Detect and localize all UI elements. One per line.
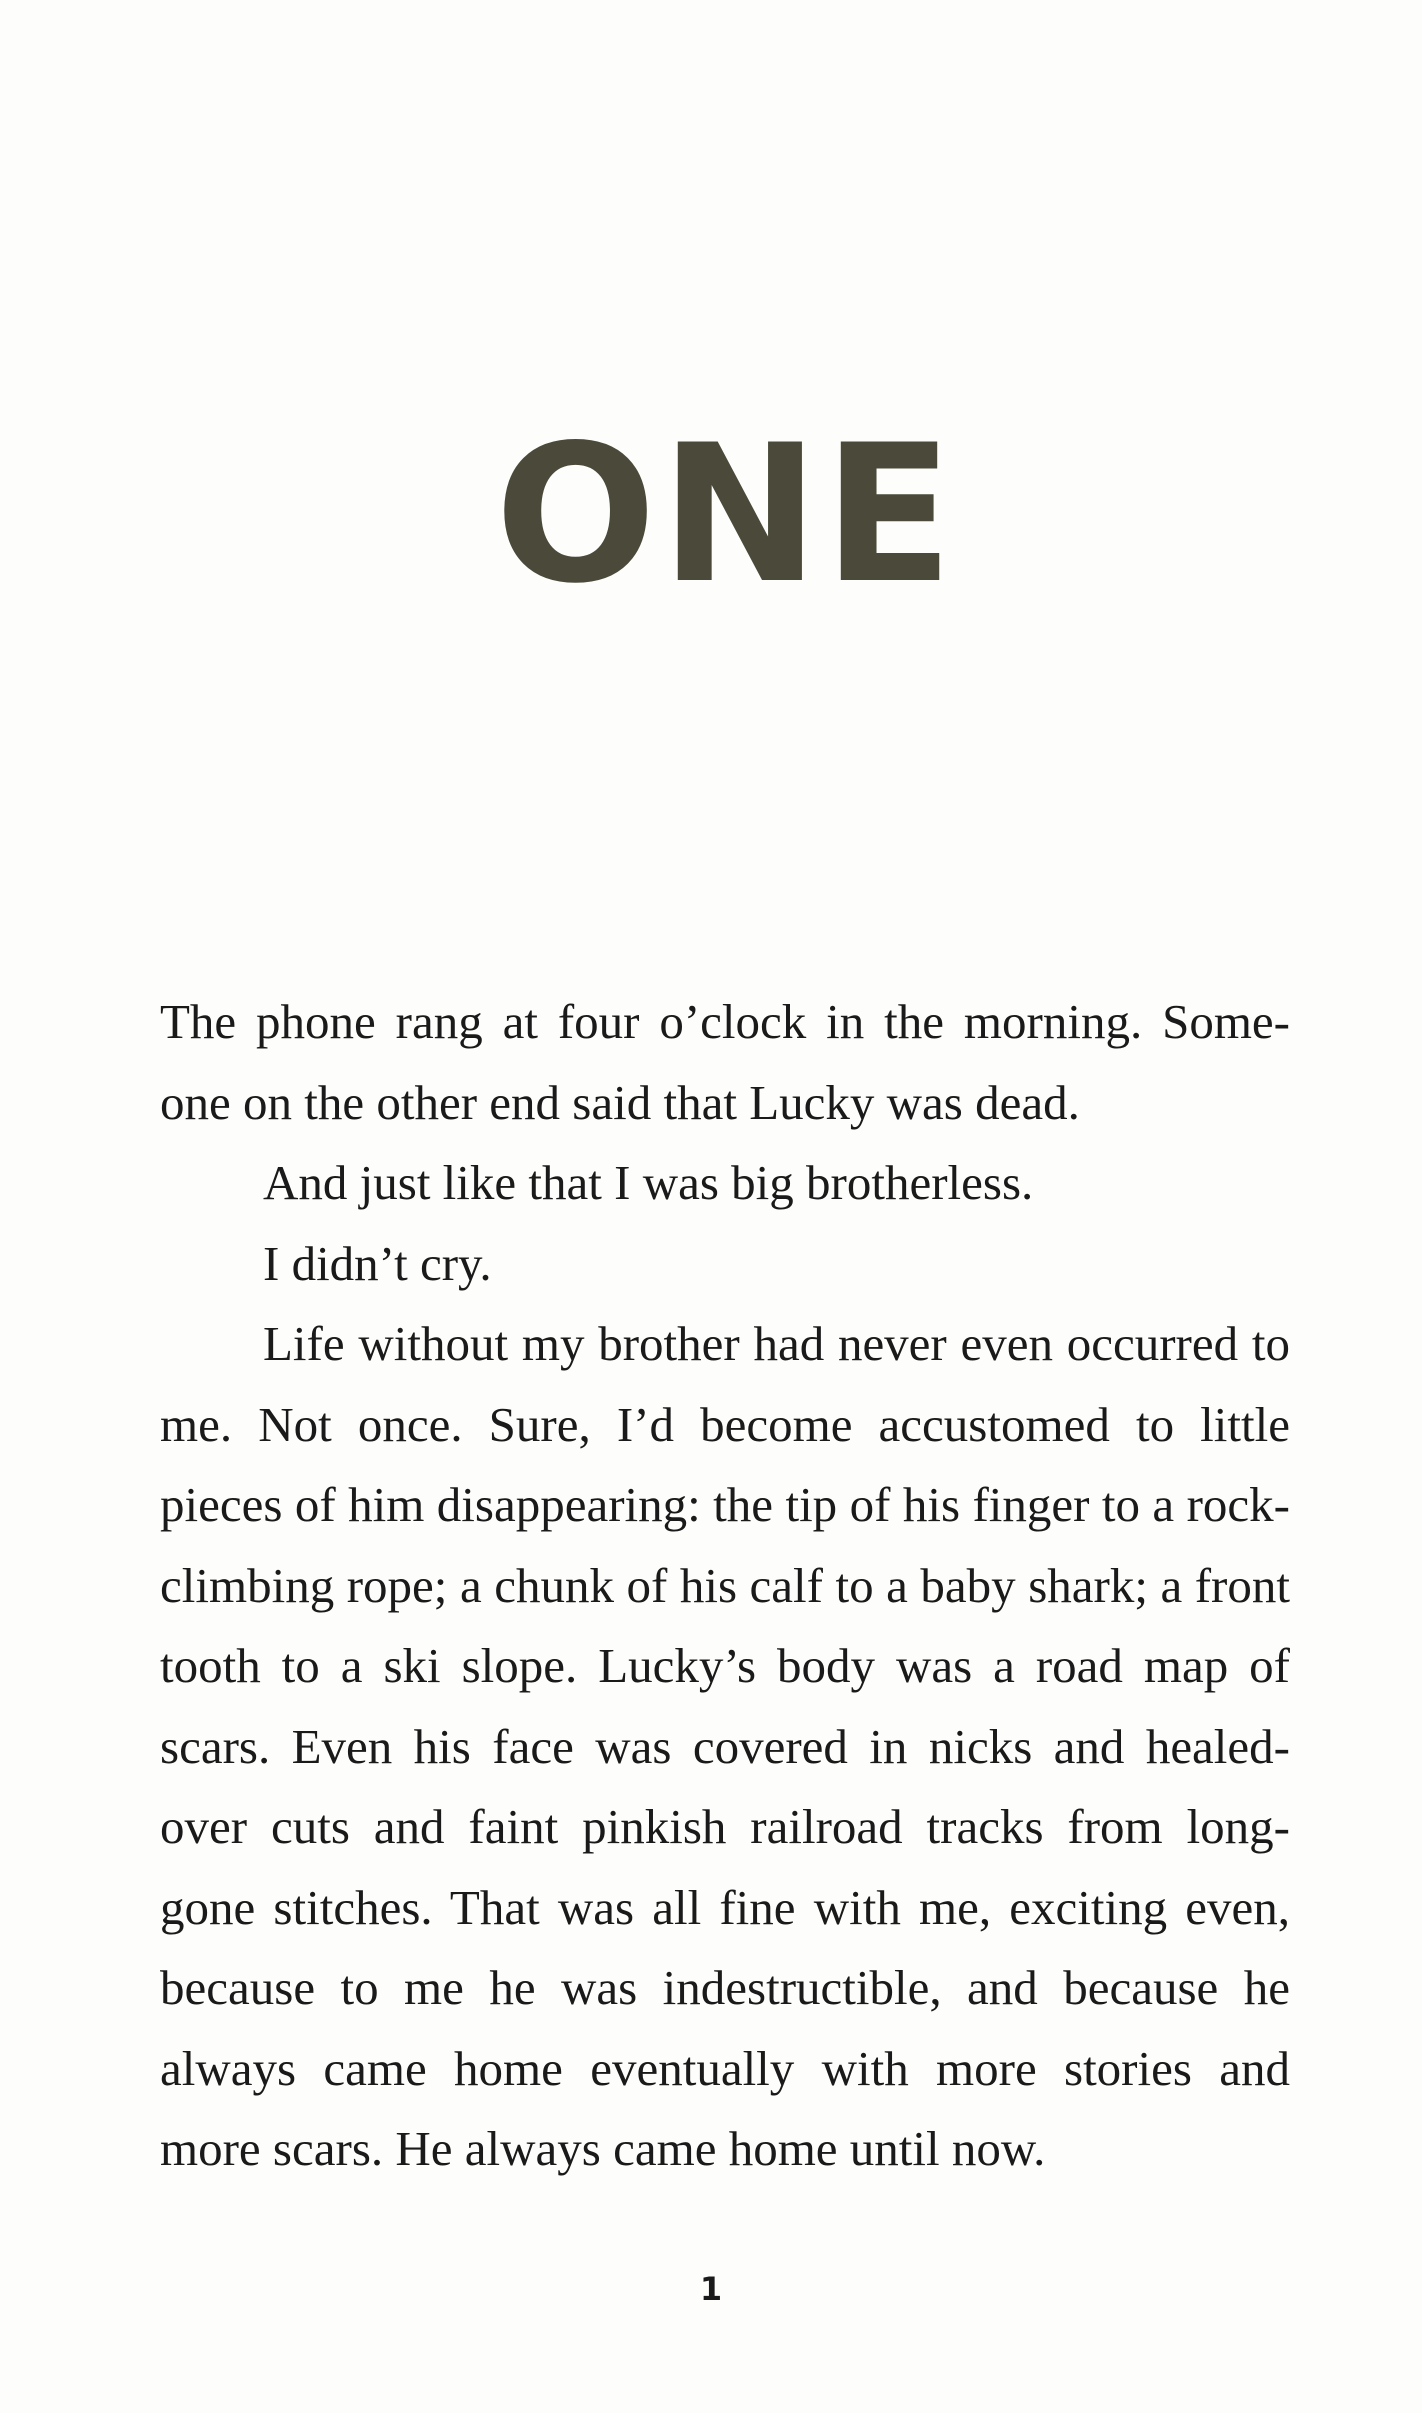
paragraph-1: The phone rang at four o’clock in the morning. Some-one on the other end said that Lucky was dead. <box>160 994 1290 1130</box>
paragraph-4: Life without my brother had never even occurred to me. Not once. Sure, I’d become accustomed to little pieces of him disappearing: the tip of his finger to a rock-climbing rope; a chunk of his calf to a baby shark; a front tooth to a ski slope. Lucky’s body was a road map of scars. Even his face was covered in nicks and healed-over cuts and faint pinkish railroad tracks from long-gone stitches. That was all fine with me, exciting even, because to me he was indestructible, and because he always came home eventually with more stories and more scars. He always came home until now. <box>160 1316 1290 2176</box>
paragraph-3: I didn’t cry. <box>263 1235 492 1291</box>
chapter-body <box>160 982 1290 2190</box>
chapter-title: ONE <box>494 404 958 625</box>
paragraph-2: And just like that I was big brotherless. <box>263 1155 1034 1210</box>
page-number: 1 <box>699 2270 723 2308</box>
